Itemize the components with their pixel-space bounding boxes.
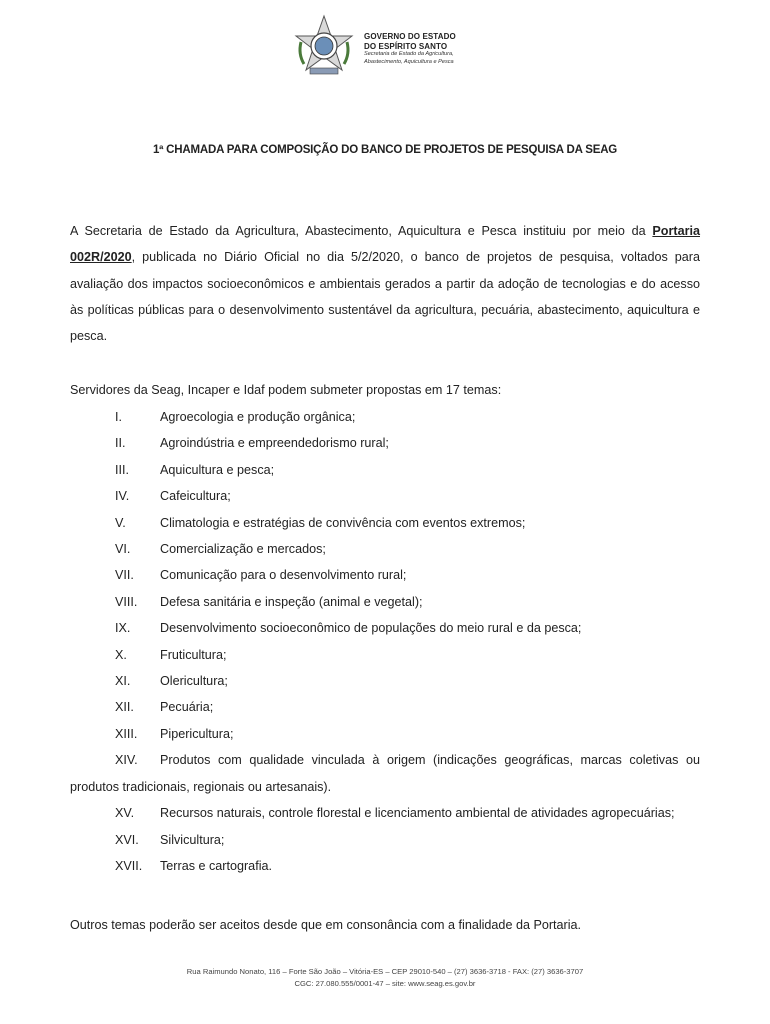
list-item — [70, 668, 700, 694]
list-item — [70, 404, 700, 430]
secretaria-line-1: Secretaria de Estado da Agricultura, — [364, 51, 454, 57]
item-text: Climatologia e estratégias de convivência com eventos extremos; — [160, 515, 526, 530]
footer — [0, 966, 770, 990]
list-item — [70, 694, 700, 720]
letterhead — [292, 14, 512, 82]
list-item — [70, 536, 700, 562]
item-text: Terras e cartografia. — [160, 858, 272, 873]
government-name — [364, 32, 456, 66]
item-number: XV. — [115, 806, 135, 821]
item-text: Defesa sanitária e inspeção (animal e vegetal); — [160, 594, 423, 609]
list-item — [70, 615, 700, 641]
list-item — [70, 747, 700, 800]
item-text: Produtos com qualidade vinculada à origem (indicações geográficas, marcas coletivas ou produtos tradicionais, regionais ou artesanais). — [70, 753, 700, 794]
item-number: VI. — [115, 542, 131, 557]
item-number: V. — [115, 515, 126, 530]
themes-list — [70, 404, 700, 879]
item-text: Comercialização e mercados; — [160, 542, 326, 557]
closing-note: Outros temas poderão ser aceitos desde que em consonância com a finalidade da Portaria. — [70, 918, 582, 932]
item-text: Silvicultura; — [160, 832, 225, 847]
item-number: IV. — [115, 489, 130, 504]
item-text: Pipericultura; — [160, 726, 234, 741]
list-item — [70, 800, 700, 826]
item-number: XVII. — [115, 858, 143, 873]
gov-line-2: DO ESPÍRITO SANTO — [364, 41, 448, 51]
item-number: I. — [115, 410, 122, 424]
list-item — [70, 589, 700, 615]
item-text: Olericultura; — [160, 674, 228, 689]
item-number: XI. — [115, 674, 131, 689]
state-seal-icon — [292, 14, 356, 80]
item-text: Fruticultura; — [160, 647, 227, 662]
item-text: Agroindústria e empreendedorismo rural; — [160, 436, 389, 451]
list-item — [70, 721, 700, 747]
paragraph-text-end: , publicada no Diário Oficial no dia 5/2/2020, o banco de projetos de pesquisa, voltados para avaliação dos impactos socioeconômicos e ambientais gerados a partir da adoção de tecnologias e do acesso às políticas públicas para o desenvolvimento sustentável da agricultura, pecuária, abastecimento, aquicultura e pesca. — [70, 250, 700, 344]
item-text: Recursos naturais, controle florestal e licenciamento ambiental de atividades agropecuárias; — [160, 806, 675, 821]
item-text: Agroecologia e produção orgânica; — [160, 410, 356, 424]
list-item — [70, 853, 700, 879]
gov-line-1: GOVERNO DO ESTADO — [364, 32, 456, 41]
item-text: Aquicultura e pesca; — [160, 462, 275, 477]
list-item — [70, 457, 700, 483]
list-item — [70, 510, 700, 536]
paragraph-text-start: A Secretaria de Estado da Agricultura, Abastecimento, Aquicultura e Pesca instituiu por meio da — [70, 224, 653, 238]
item-number: VII. — [115, 568, 134, 583]
themes-intro: Servidores da Seag, Incaper e Idaf podem submeter propostas em 17 temas: — [70, 383, 502, 397]
item-text: Pecuária; — [160, 700, 214, 715]
item-number: X. — [115, 647, 127, 662]
footer-site: CGC: 27.080.555/0001-47 – site: www.seag.es.gov.br — [294, 979, 476, 988]
intro-paragraph — [70, 218, 700, 349]
item-number: VIII. — [115, 594, 138, 609]
list-item — [70, 562, 700, 588]
item-text: Cafeicultura; — [160, 489, 231, 504]
list-item — [70, 827, 700, 853]
item-number: XII. — [115, 700, 134, 715]
item-number: XVI. — [115, 832, 139, 847]
item-number: II. — [115, 436, 126, 451]
item-text: Desenvolvimento socioeconômico de populações do meio rural e da pesca; — [160, 621, 582, 636]
list-item — [70, 430, 700, 456]
document-title: 1ª CHAMADA PARA COMPOSIÇÃO DO BANCO DE PROJETOS DE PESQUISA DA SEAG — [152, 144, 618, 156]
list-item — [70, 642, 700, 668]
list-item — [70, 483, 700, 509]
item-number: XIII. — [115, 726, 138, 741]
item-number: III. — [115, 462, 129, 477]
item-text: Comunicação para o desenvolvimento rural; — [160, 568, 407, 583]
item-number: IX. — [115, 621, 131, 636]
item-number: XIV. — [115, 753, 138, 768]
portaria-link[interactable]: Portaria 002R/2020 — [70, 224, 700, 265]
secretaria-line-2: Abastecimento, Aquicultura e Pesca — [364, 58, 454, 65]
footer-address: Rua Raimundo Nonato, 116 – Forte São João – Vitória-ES – CEP 29010-540 – (27) 3636-3718 - FAX: (27) 3636-3707 — [186, 967, 584, 976]
